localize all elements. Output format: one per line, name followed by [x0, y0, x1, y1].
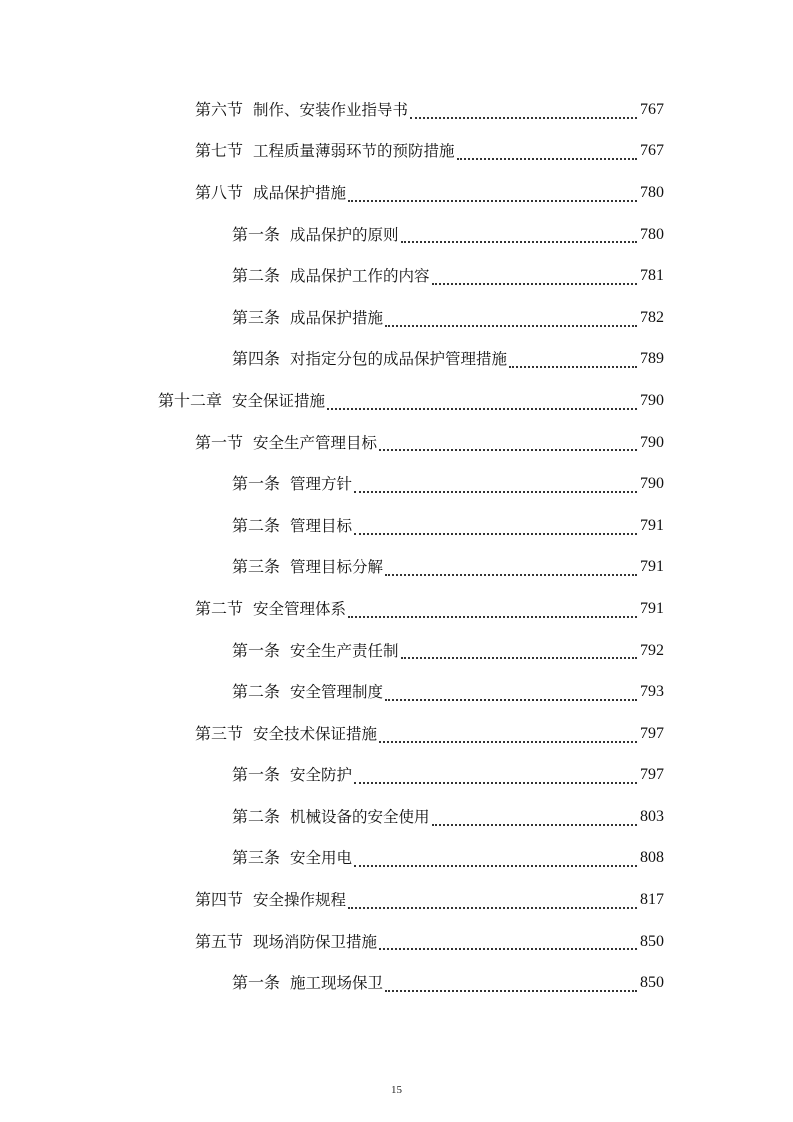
toc-entry-page: 790: [640, 433, 664, 451]
toc-entry-page: 782: [640, 308, 664, 326]
toc-entry-title: 安全管理体系: [253, 599, 347, 618]
toc-entry-page: 789: [640, 350, 664, 368]
toc-entry-page: 791: [640, 516, 664, 534]
dot-leader: [385, 699, 637, 701]
dot-leader: [385, 325, 637, 327]
toc-entry-label: 第一条: [232, 474, 281, 494]
toc-entry-title: 工程质量薄弱环节的预防措施: [253, 142, 455, 161]
toc-entry-page: 791: [640, 599, 664, 617]
dot-leader: [379, 449, 637, 451]
toc-entry-page: 790: [640, 391, 664, 409]
toc-entry-title: 安全管理制度: [290, 683, 384, 702]
toc-entry[interactable]: [0, 796, 793, 838]
toc-entry[interactable]: [0, 505, 793, 547]
toc-entry-page: 797: [640, 766, 664, 784]
toc-entry[interactable]: [0, 380, 793, 422]
toc-entry[interactable]: [0, 713, 793, 755]
dot-leader: [401, 657, 637, 659]
toc-entry-label: 第一条: [232, 973, 281, 993]
toc-entry[interactable]: [0, 422, 793, 464]
toc-entry-page: 817: [640, 891, 664, 909]
toc-entry-title: 对指定分包的成品保护管理措施: [290, 350, 508, 369]
toc-entry-label: 第六节: [195, 99, 244, 119]
toc-entry[interactable]: [0, 838, 793, 880]
toc-entry-title: 制作、安装作业指导书: [253, 100, 409, 119]
toc-entry-page: 793: [640, 683, 664, 701]
toc-entry-page: 850: [640, 974, 664, 992]
toc-entry-page: 790: [640, 475, 664, 493]
toc-entry-title: 安全生产管理目标: [253, 433, 378, 452]
toc-entry-label: 第一节: [195, 432, 244, 452]
toc-entry-label: 第二条: [232, 682, 281, 702]
toc-entry-page: 791: [640, 558, 664, 576]
toc-entry[interactable]: [0, 671, 793, 713]
toc-entry[interactable]: [0, 755, 793, 797]
page-number: 15: [391, 1084, 402, 1096]
toc-entry[interactable]: [0, 131, 793, 173]
toc-entry[interactable]: [0, 297, 793, 339]
toc-entry-label: 第七节: [195, 141, 244, 161]
toc-entry-label: 第五节: [195, 931, 244, 951]
dot-leader: [379, 948, 637, 950]
dot-leader: [401, 241, 637, 243]
toc-entry-title: 现场消防保卫措施: [253, 932, 378, 951]
table-of-contents: [0, 89, 793, 1004]
toc-entry-page: 797: [640, 724, 664, 742]
toc-entry-page: 767: [640, 142, 664, 160]
toc-entry-label: 第三条: [232, 557, 281, 577]
dot-leader: [354, 533, 637, 535]
toc-entry-page: 767: [640, 100, 664, 118]
toc-entry[interactable]: [0, 879, 793, 921]
toc-entry-title: 成品保护措施: [290, 308, 384, 327]
toc-entry-label: 第一条: [232, 640, 281, 660]
toc-entry-label: 第二节: [195, 598, 244, 618]
toc-entry[interactable]: [0, 214, 793, 256]
toc-entry-title: 施工现场保卫: [290, 974, 384, 993]
toc-entry-title: 管理方针: [290, 475, 353, 494]
toc-entry[interactable]: [0, 339, 793, 381]
toc-entry-title: 机械设备的安全使用: [290, 807, 430, 826]
toc-entry-label: 第三条: [232, 307, 281, 327]
toc-entry-page: 803: [640, 807, 664, 825]
toc-entry-label: 第二条: [232, 806, 281, 826]
toc-entry-title: 管理目标分解: [290, 558, 384, 577]
toc-entry[interactable]: [0, 463, 793, 505]
toc-entry[interactable]: [0, 89, 793, 131]
toc-entry-label: 第四条: [232, 349, 281, 369]
dot-leader: [348, 616, 637, 618]
toc-entry-title: 安全保证措施: [232, 391, 326, 410]
dot-leader: [385, 574, 637, 576]
toc-entry-label: 第十二章: [158, 390, 223, 410]
dot-leader: [348, 907, 637, 909]
toc-entry-title: 安全技术保证措施: [253, 724, 378, 743]
toc-entry[interactable]: [0, 962, 793, 1004]
dot-leader: [354, 491, 637, 493]
toc-entry-title: 成品保护措施: [253, 183, 347, 202]
toc-entry[interactable]: [0, 630, 793, 672]
dot-leader: [432, 283, 637, 285]
toc-entry-title: 管理目标: [290, 516, 353, 535]
toc-entry-label: 第一条: [232, 765, 281, 785]
toc-entry-page: 780: [640, 225, 664, 243]
toc-entry-label: 第三条: [232, 848, 281, 868]
toc-entry-label: 第二条: [232, 515, 281, 535]
dot-leader: [509, 366, 637, 368]
toc-entry-label: 第三节: [195, 723, 244, 743]
toc-entry-title: 安全防护: [290, 766, 353, 785]
dot-leader: [354, 865, 637, 867]
dot-leader: [432, 824, 637, 826]
toc-entry[interactable]: [0, 921, 793, 963]
toc-entry[interactable]: [0, 588, 793, 630]
toc-entry-label: 第八节: [195, 182, 244, 202]
toc-entry-label: 第一条: [232, 224, 281, 244]
toc-entry-title: 安全操作规程: [253, 891, 347, 910]
toc-entry-label: 第二条: [232, 266, 281, 286]
toc-entry-title: 成品保护工作的内容: [290, 267, 430, 286]
toc-entry[interactable]: [0, 255, 793, 297]
dot-leader: [348, 200, 637, 202]
dot-leader: [457, 158, 637, 160]
toc-entry-title: 安全生产责任制: [290, 641, 399, 660]
dot-leader: [354, 782, 637, 784]
toc-entry-page: 781: [640, 267, 664, 285]
toc-entry-label: 第四节: [195, 890, 244, 910]
toc-entry-title: 安全用电: [290, 849, 353, 868]
toc-entry-title: 成品保护的原则: [290, 225, 399, 244]
dot-leader: [327, 408, 637, 410]
toc-entry-page: 850: [640, 932, 664, 950]
dot-leader: [379, 741, 637, 743]
toc-entry-page: 808: [640, 849, 664, 867]
toc-entry-page: 780: [640, 183, 664, 201]
dot-leader: [385, 990, 637, 992]
toc-entry-page: 792: [640, 641, 664, 659]
toc-entry[interactable]: [0, 172, 793, 214]
dot-leader: [410, 117, 637, 119]
toc-entry[interactable]: [0, 547, 793, 589]
